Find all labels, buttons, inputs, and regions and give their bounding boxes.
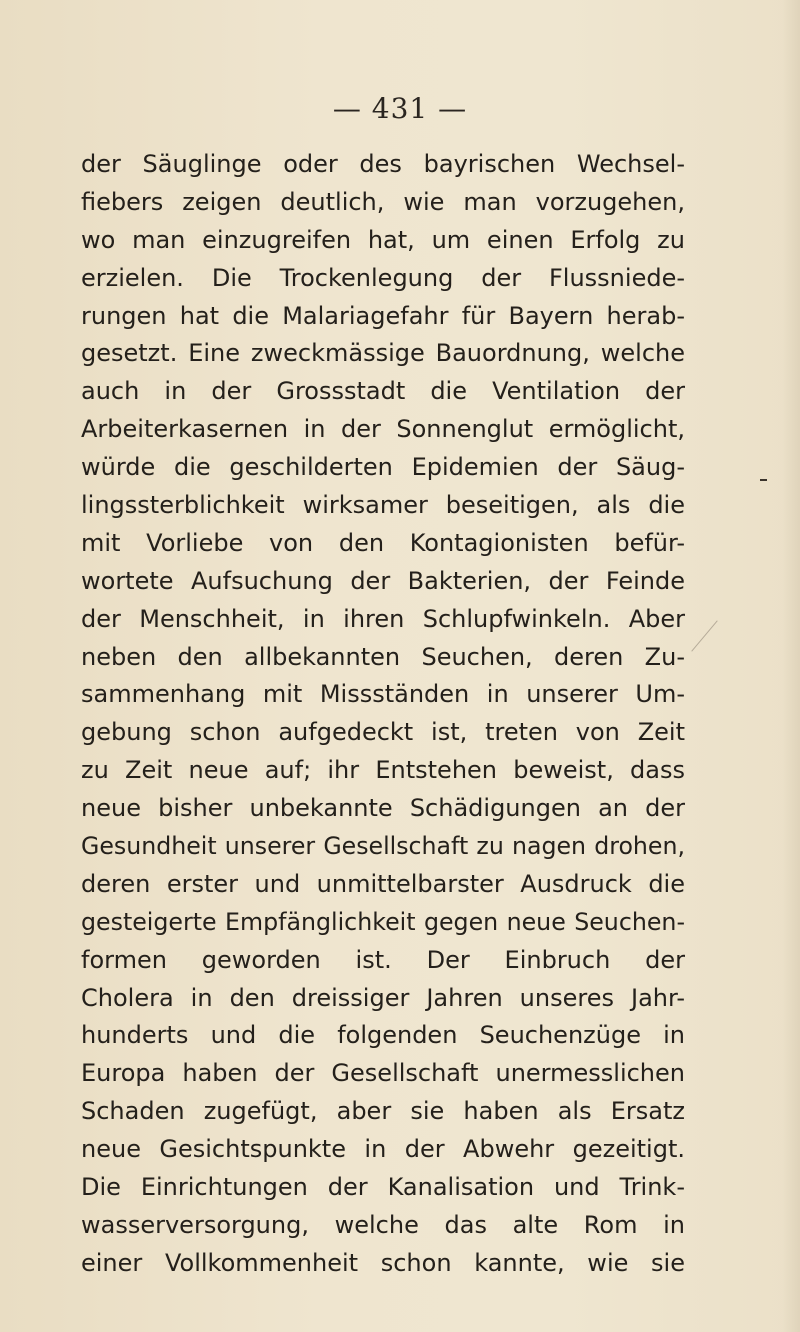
text-line: hunderts und die folgenden Seuchenzüge in [81, 1021, 685, 1050]
text-line: fiebers zeigen deutlich, wie man vorzugehen, [81, 187, 685, 216]
text-line: deren erster und unmittelbarster Ausdruck die [81, 869, 685, 898]
text-line: gesetzt. Eine zweckmässige Bauordnung, welche [81, 339, 685, 368]
text-line: Schaden zugefügt, aber sie haben als Ersatz [81, 1097, 685, 1126]
text-line: Arbeiterkasernen in der Sonnenglut ermöglicht, [81, 415, 685, 444]
text-line: wasserversorgung, welche das alte Rom in [81, 1210, 685, 1239]
text-line: neben den allbekannten Seuchen, deren Zu- [81, 642, 685, 671]
text-line: wo man einzugreifen hat, um einen Erfolg zu [81, 225, 685, 254]
text-line: der Menschheit, in ihren Schlupfwinkeln. Aber [81, 604, 685, 633]
text-line: einer Vollkommenheit schon kannte, wie sie [81, 1248, 685, 1277]
text-line: Europa haben der Gesellschaft unermesslichen [81, 1059, 685, 1088]
page-edge-shadow [782, 0, 800, 1332]
text-line: neue Gesichtspunkte in der Abwehr gezeitigt. [81, 1135, 685, 1164]
text-line: auch in der Grossstadt die Ventilation der [81, 377, 685, 406]
text-line: formen geworden ist. Der Einbruch der [81, 945, 685, 974]
text-line: sammenhang mit Missständen in unserer Um- [81, 680, 685, 709]
text-line: mit Vorliebe von den Kontagionisten befür- [81, 528, 685, 557]
margin-pencil-stroke [691, 620, 717, 651]
text-line: Die Einrichtungen der Kanalisation und Trink- [81, 1173, 685, 1202]
text-line: Cholera in den dreissiger Jahren unseres Jahr- [81, 983, 685, 1012]
text-line: rungen hat die Malariagefahr für Bayern herab- [81, 301, 685, 330]
text-line: würde die geschilderten Epidemien der Säug- [81, 453, 685, 482]
text-line: Gesundheit unserer Gesellschaft zu nagen drohen, [81, 832, 685, 861]
margin-mark [760, 479, 767, 481]
page-number: — 431 — [332, 92, 468, 125]
text-line: wortete Aufsuchung der Bakterien, der Feinde [81, 566, 685, 595]
text-line: lingssterblichkeit wirksamer beseitigen, als die [81, 491, 685, 520]
text-line: neue bisher unbekannte Schädigungen an der [81, 794, 685, 823]
body-text [81, 146, 685, 1283]
text-line: erzielen. Die Trockenlegung der Flussniede- [81, 263, 685, 292]
text-line: der Säuglinge oder des bayrischen Wechsel- [81, 150, 685, 178]
text-line: gesteigerte Empfänglichkeit gegen neue Seuchen- [81, 907, 685, 936]
text-line: gebung schon aufgedeckt ist, treten von Zeit [81, 718, 685, 747]
text-line: zu Zeit neue auf; ihr Entstehen beweist, dass [81, 756, 685, 785]
